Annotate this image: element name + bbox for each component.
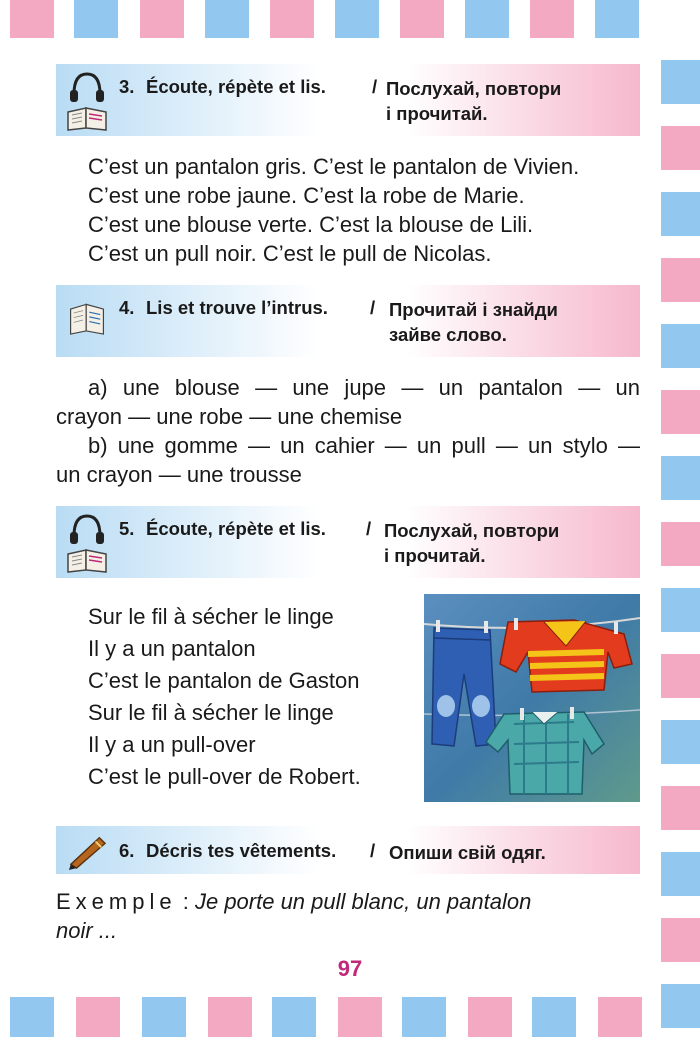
border-square xyxy=(402,997,446,1037)
exercise-4-header xyxy=(56,285,640,357)
exercise-3-header xyxy=(56,64,640,136)
instruction-fr: Lis et trouve l’intrus. xyxy=(146,297,328,318)
example-text: Je porte un pull blanc, un pantalon xyxy=(194,889,532,914)
border-square xyxy=(661,654,700,698)
poem-line: C’est le pantalon de Gaston xyxy=(88,668,360,693)
border-square xyxy=(661,324,700,368)
instruction-ua-line2: і прочитай. xyxy=(386,103,488,124)
clothesline-picture xyxy=(424,594,640,802)
example-line-1 xyxy=(56,887,640,916)
poem-line: Il y a un pantalon xyxy=(88,636,256,661)
border-square xyxy=(10,997,54,1037)
border-square xyxy=(10,0,54,38)
text-line: b) une gomme — un cahier — un pull — un stylo — xyxy=(88,433,640,458)
poem-line: Sur le fil à sécher le linge xyxy=(88,604,334,629)
instruction-ua-line2: зайве слово. xyxy=(389,324,507,345)
poem-line: Il y a un pull-over xyxy=(88,732,256,757)
separator: / xyxy=(370,297,376,318)
right-border xyxy=(661,0,700,1037)
border-square xyxy=(661,522,700,566)
border-square xyxy=(140,0,184,38)
border-square xyxy=(468,997,512,1037)
border-square xyxy=(532,997,576,1037)
text-line: C’est un pantalon gris. C’est le pantalon de Vivien. xyxy=(88,154,580,179)
border-square xyxy=(270,0,314,38)
book-icon xyxy=(64,295,110,345)
border-square xyxy=(335,0,379,38)
instruction-ua xyxy=(389,840,546,865)
exercise-number: 6. xyxy=(119,840,135,861)
poem-line: C’est le pull-over de Robert. xyxy=(88,764,361,789)
border-square xyxy=(661,192,700,236)
headphones-book-icon xyxy=(64,510,110,574)
border-square xyxy=(661,390,700,434)
separator: / xyxy=(372,76,378,97)
border-square xyxy=(661,786,700,830)
exercise-number: 4. xyxy=(119,297,135,318)
exercise-6-example xyxy=(56,887,640,945)
border-square xyxy=(661,588,700,632)
page-number: 97 xyxy=(337,956,363,981)
pen-icon xyxy=(64,832,110,870)
text-line: C’est une robe jaune. C’est la robe de Marie. xyxy=(88,183,525,208)
border-square xyxy=(661,60,700,104)
instruction-fr: Écoute, répète et lis. xyxy=(146,518,326,539)
border-square xyxy=(661,984,700,1028)
border-square xyxy=(465,0,509,38)
exercise-number: 3. xyxy=(119,76,135,97)
poem-line: Sur le fil à sécher le linge xyxy=(88,700,334,725)
instruction-ua-line1: Прочитай і знайди xyxy=(389,299,558,320)
instruction-fr: Écoute, répète et lis. xyxy=(146,76,326,97)
border-square xyxy=(595,0,639,38)
clothesline-illustration xyxy=(424,594,640,802)
border-square xyxy=(530,0,574,38)
border-square xyxy=(661,720,700,764)
border-square xyxy=(661,126,700,170)
top-border xyxy=(0,0,700,38)
instruction-ua-line2: і прочитай. xyxy=(384,545,486,566)
border-square xyxy=(598,997,642,1037)
exercise-4-text xyxy=(56,373,640,489)
text-line: a) une blouse — une jupe — un pantalon — un xyxy=(88,375,640,400)
border-square xyxy=(142,997,186,1037)
text-line: C’est un pull noir. C’est le pull de Nicolas. xyxy=(88,241,492,266)
border-square xyxy=(74,0,118,38)
example-colon: : xyxy=(182,889,189,914)
border-square xyxy=(76,997,120,1037)
separator: / xyxy=(370,840,376,861)
instruction-ua-line1: Послухай, повтори xyxy=(386,78,562,99)
border-square xyxy=(208,997,252,1037)
text-line: un crayon — une trousse xyxy=(56,462,302,487)
exercise-number: 5. xyxy=(119,518,135,539)
instruction-ua-line1: Послухай, повтори xyxy=(384,520,560,541)
text-line: C’est une blouse verte. C’est la blouse de Lili. xyxy=(88,212,534,237)
instruction-ua-line1: Опиши свій одяг. xyxy=(389,842,546,863)
separator: / xyxy=(366,518,372,539)
bottom-border xyxy=(0,997,700,1037)
border-square xyxy=(661,258,700,302)
example-label: Exemple xyxy=(56,889,177,914)
instruction-ua xyxy=(384,518,559,568)
exercise-5-header xyxy=(56,506,640,578)
text-line: crayon — une robe — une chemise xyxy=(56,404,403,429)
border-square xyxy=(272,997,316,1037)
instruction-ua xyxy=(389,297,558,347)
exercise-3-text xyxy=(88,152,579,268)
border-square xyxy=(661,852,700,896)
headphones-book-icon xyxy=(64,68,110,132)
border-square xyxy=(338,997,382,1037)
border-square xyxy=(205,0,249,38)
exercise-6-header xyxy=(56,826,640,874)
instruction-fr: Décris tes vêtements. xyxy=(146,840,337,861)
example-text-cont: noir ... xyxy=(56,918,118,943)
instruction-ua xyxy=(386,76,561,126)
border-square xyxy=(661,456,700,500)
exercise-5-poem xyxy=(88,601,361,793)
border-square xyxy=(400,0,444,38)
